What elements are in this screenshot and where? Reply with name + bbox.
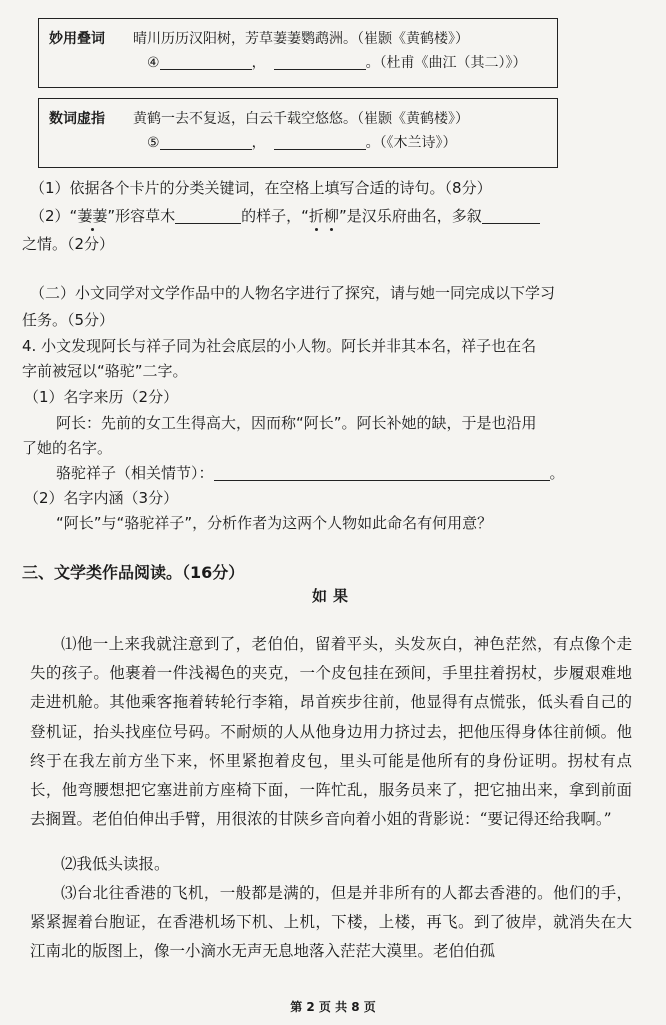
answer-blank[interactable] [482,207,540,224]
card-row-2 [49,131,547,155]
card-tag: 数词虚指 [49,111,105,127]
section-heading-literary-reading: 三、文学类作品阅读。（16分） [22,563,245,582]
blank-number: ⑤ [147,135,160,151]
poem-card-overlapping-words [38,18,558,88]
camel-xiangzi-line [56,462,630,483]
card-tag: 妙用叠词 [49,31,105,47]
q2-keyword-zhe: 折 [308,207,324,225]
story-paragraph-2: ⑵我低头读报。 [61,855,170,873]
poem-source: （杜甫《曲江（其二）》） [379,55,527,71]
q2-text: ”是汉乐府曲名，多叙 [338,207,482,225]
punct-comma: ， [251,55,266,71]
card-row-2 [49,51,547,75]
q2-keyword-liu: 柳 [323,207,339,225]
story-title: 如果 [311,587,354,605]
story-paragraph-1: ⑴他一上来我就注意到了，老伯伯，留着平头，头发灰白，神色茫然，有点像个走失的孩子。他裹着一件浅褐色的夹克，一个皮包挂在颈间，手里拄着拐杖，步履艰难地走进机舱。其他乘客拖着转轮行李箱，昂首疾步往前，他显得有点慌张，低头看自己的登机证，抬头找座位号码。不耐烦的人从他身边用力挤过去，把他压得身体往前倾。他终于在我左前方坐下来，怀里紧抱着皮包，里头可能是他所有的身份证明。拐杖有点长，他弯腰想把它塞进前方座椅下面，一阵忙乱，服务员来了，把它抽出来，拿到前面去搁置。老伯伯伸出手臂，用很浓的甘陕乡音向着小姐的背影说：“要记得还给我啊。” [30,635,632,829]
page-number: 第 2 页 共 8 页 [290,1000,376,1014]
card-fill-line [147,131,457,155]
card-poem-line: 黄鹤一去不复返，白云千载空悠悠。（崔颢《黄鹤楼》） [133,111,469,127]
blank-number: ④ [147,55,160,71]
q2-text: ”形容草木 [107,207,176,225]
q2-text: 的样子，“ [241,207,309,225]
q2-keyword-qiqi: 萋萋 [77,207,108,225]
story-paragraph-3: ⑶台北往香港的飞机，一般都是满的，但是并非所有的人都去香港的。他们的手，紧紧握着台胞证，在香港机场下机、上机，下楼，上楼，再飞。到了彼岸，就消失在大江南北的版图上，像一小滴水无声无息地落入茫茫大漠里。老伯伯孤 [30,884,632,961]
answer-blank[interactable] [274,133,366,150]
poem-card-numeral-words [38,98,558,168]
card-row-1 [49,27,547,51]
answer-blank[interactable] [160,53,252,70]
question-2 [30,205,630,226]
camel-label: 骆驼祥子（相关情节）： [56,464,214,482]
along-text-line1: 阿长：先前的女工生得高大，因而称“阿长”。阿长补她的缺，于是也沿用 [56,414,537,432]
card-fill-line [147,51,527,75]
question-4-line1: 4. 小文发现阿长与祥子同为社会底层的小人物。阿长并非其本名，祥子也在名 [22,337,537,355]
card-row-1 [49,107,547,131]
question-4-line2: 字前被冠以“骆驼”二字。 [22,362,188,380]
question-2-continued: 之情。（2分） [22,235,115,253]
answer-blank[interactable] [214,464,550,481]
along-text-line2: 了她的名字。 [22,439,113,457]
punct-comma: ， [251,135,266,151]
answer-blank[interactable] [160,133,252,150]
card-poem-line: 晴川历历汉阳树，芳草萋萋鹦鹉洲。（崔颢《黄鹤楼》） [133,31,469,47]
q2-text: （2）“ [30,207,78,225]
question-1: （1）依据各个卡片的分类关键词，在空格上填写合适的诗句。（8分） [30,179,492,197]
punct-period: 。 [549,464,565,482]
poem-source: （《木兰诗》） [379,135,457,151]
question-meaning-text: “阿长”与“骆驼祥子”，分析作者为这两个人物如此命名有何用意？ [56,514,493,532]
answer-blank[interactable] [175,207,241,224]
part2-intro-line1: （二）小文同学对文学作品中的人物名字进行了探究，请与她一同完成以下学习 [30,284,556,302]
part2-intro-line2: 任务。（5分） [22,311,115,329]
punct-period: 。 [365,135,380,151]
answer-blank[interactable] [274,53,366,70]
subquestion-name-origin: （1）名字来历（2分） [24,388,179,406]
subquestion-name-meaning: （2）名字内涵（3分） [24,489,179,507]
punct-period: 。 [365,55,380,71]
